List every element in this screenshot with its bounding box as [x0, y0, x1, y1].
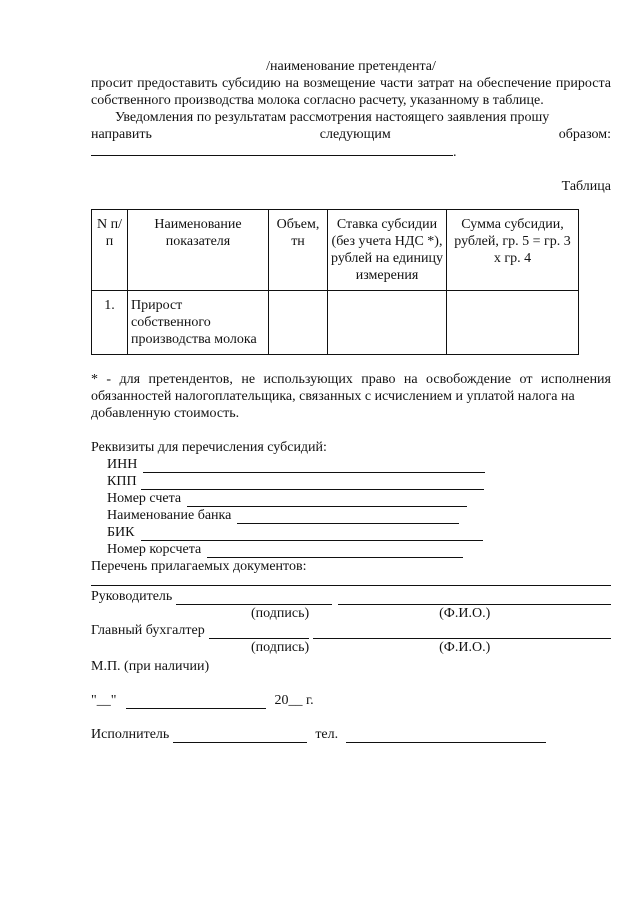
- table-caption: Таблица: [561, 179, 611, 194]
- corr-account-field[interactable]: [207, 545, 463, 558]
- header-cell-volume: Объем, тн: [269, 210, 328, 291]
- cell-indicator: Прирост собственного производства молока: [128, 291, 269, 355]
- requisite-corr-account: Номер корсчета: [107, 541, 611, 558]
- header-cell-sum: Сумма субсидии, рублей, гр. 5 = гр. 3 x гр. 4: [447, 210, 579, 291]
- applicant-caption: /наименование претендента/: [266, 59, 436, 74]
- head-name-field[interactable]: [338, 592, 611, 605]
- executor-row: Исполнитель тел.: [91, 726, 611, 743]
- header-cell-number: N п/п: [92, 210, 128, 291]
- table-header-row: [92, 210, 579, 291]
- executor-field[interactable]: [173, 730, 307, 743]
- notify-paragraph-end: направить следующим образом:: [91, 127, 611, 142]
- subsidy-table: [91, 209, 579, 355]
- requisites-list: [91, 456, 611, 558]
- notify-method-blank[interactable]: [91, 143, 453, 156]
- head-captions: (подпись) (Ф.И.О.): [251, 606, 491, 621]
- requisite-bank: Наименование банка: [107, 507, 611, 524]
- documents-field[interactable]: [91, 575, 611, 586]
- footnote-end: добавленную стоимость.: [91, 406, 240, 421]
- table-row: [92, 291, 579, 355]
- date-field[interactable]: [126, 696, 266, 709]
- header-cell-rate: Ставка субсидии (без учета НДС *), рублей на единицу измерения: [328, 210, 447, 291]
- accountant-signature-row: Главный бухгалтер: [91, 622, 611, 639]
- documents-label: Перечень прилагаемых документов:: [91, 559, 307, 574]
- header-cell-indicator: Наименование показателя: [128, 210, 269, 291]
- accountant-captions: (подпись) (Ф.И.О.): [251, 640, 491, 655]
- accountant-signature-field[interactable]: [209, 626, 309, 639]
- notify-paragraph: Уведомления по результатам рассмотрения настоящего заявления прошу: [115, 110, 550, 125]
- cell-number: 1.: [92, 291, 128, 355]
- bank-field[interactable]: [237, 511, 459, 524]
- footnote: * - для претендентов, не использующих право на освобождение от исполнения обязанностей налогоплательщика, связанных с исчислением и уплатой налога на: [91, 372, 611, 404]
- request-paragraph: просит предоставить субсидию на возмещение части затрат на обеспечение прироста собственного производства молока согласно расчету, указанному в таблице.: [91, 76, 611, 108]
- head-signature-row: Руководитель: [91, 588, 611, 605]
- head-signature-field[interactable]: [176, 592, 332, 605]
- phone-field[interactable]: [346, 730, 546, 743]
- requisite-account: Номер счета: [107, 490, 611, 507]
- accountant-name-field[interactable]: [313, 626, 611, 639]
- stamp-note: М.П. (при наличии): [91, 659, 210, 674]
- requisite-inn: ИНН: [107, 456, 611, 473]
- date-row: "__" 20__ г.: [91, 693, 314, 708]
- account-field[interactable]: [187, 494, 467, 507]
- requisite-kpp: КПП: [107, 473, 611, 490]
- cell-sum[interactable]: [447, 291, 579, 355]
- document-page: [91, 58, 611, 743]
- cell-rate[interactable]: [328, 291, 447, 355]
- bik-field[interactable]: [141, 528, 483, 541]
- inn-field[interactable]: [143, 460, 485, 473]
- kpp-field[interactable]: [141, 477, 484, 490]
- requisite-bik: БИК: [107, 524, 611, 541]
- requisites-title: Реквизиты для перечисления субсидий:: [91, 440, 327, 455]
- cell-volume[interactable]: [269, 291, 328, 355]
- notify-method-line: .: [91, 143, 611, 161]
